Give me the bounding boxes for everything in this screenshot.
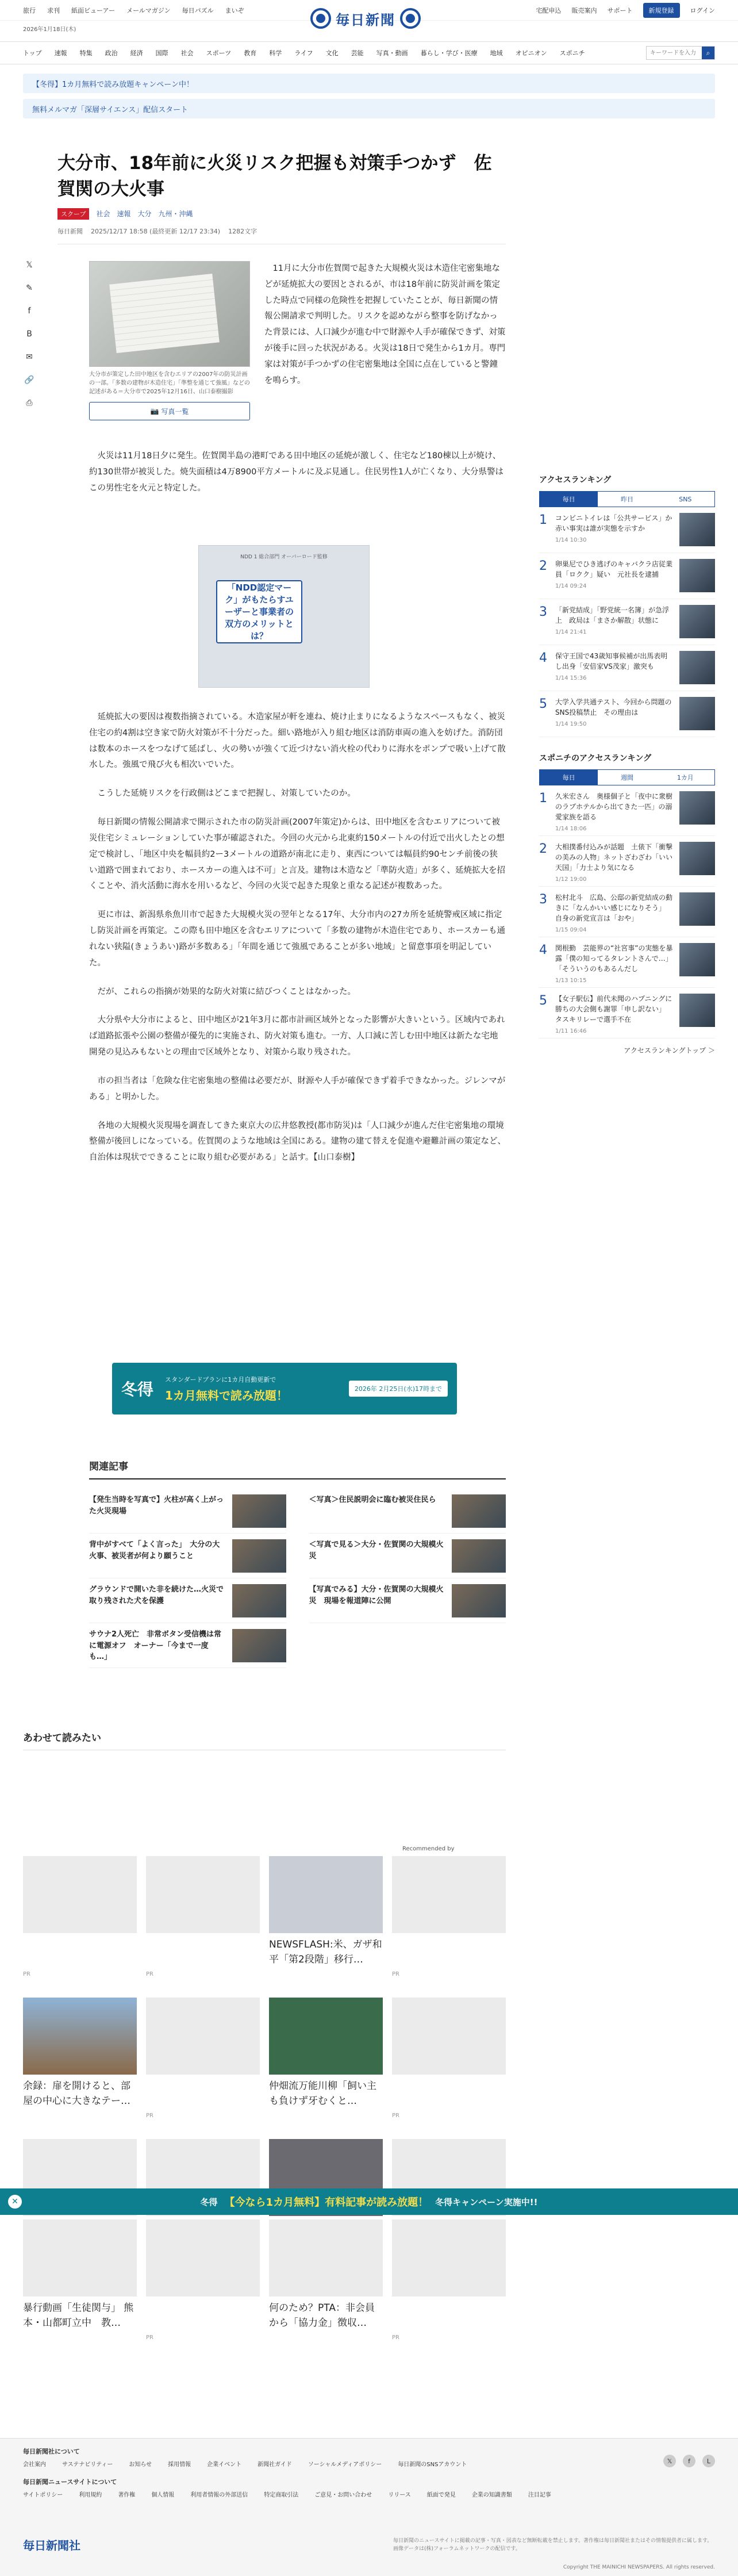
card-image bbox=[23, 1998, 137, 2075]
rank-title: 【女子駅伝】前代未聞のハプニングに勝ちの大会側も謝罪「申し訳ない」 タスキリレーで選手不在 bbox=[555, 995, 672, 1023]
rank-title: 卵巣尼でひき逃げのキャバクラ店従業員「ロクク」疑い 元社長を逮捕 bbox=[555, 560, 673, 578]
recommend-card[interactable] bbox=[23, 2220, 137, 2347]
nav-item[interactable]: 国際 bbox=[155, 49, 168, 57]
ranking-item[interactable] bbox=[539, 836, 715, 887]
recommend-card[interactable] bbox=[146, 2220, 260, 2347]
footer-link[interactable]: 企業イベント bbox=[207, 2462, 242, 2468]
ad-caption: NDD 1 総合部門 オーバーロード監修 bbox=[240, 554, 328, 560]
card-pr: PR bbox=[146, 2334, 153, 2341]
nav-item[interactable]: 経済 bbox=[130, 49, 143, 57]
paragraph: 火災は11月18日夕に発生。佐賀関半島の港町である田中地区の延焼が激しく、住宅など180棟以上が焼け、約130世帯が被災した。焼失面積は4万8900平方メートルに及ぶ見通し。住民男性1人が亡くなり、大分県警はこの男性宅を火元と特定した。 bbox=[89, 451, 504, 493]
card-image bbox=[392, 1856, 506, 1933]
facebook-icon[interactable]: f bbox=[683, 2455, 695, 2467]
search-input[interactable] bbox=[647, 47, 702, 59]
paragraph: こうした延焼リスクを行政側はどこまで把握し、対策していたのか。 bbox=[97, 789, 356, 799]
tag-link[interactable]: 九州・沖縄 bbox=[158, 210, 193, 218]
card-title: NEWSFLASH:米、ガザ和平「第2段階」移行… bbox=[269, 1939, 382, 1965]
nav-item[interactable]: 政治 bbox=[105, 49, 118, 57]
footer-link[interactable]: 毎日新聞のSNSアカウント bbox=[398, 2462, 467, 2468]
article-title: 大分市、18年前に火災リスク把握も対策手つかず 佐賀関の大火事 bbox=[57, 153, 492, 200]
ad-headline: 「NDD認定マーク」がもたらすユーザーと事業者の双方のメリットとは？ bbox=[216, 580, 302, 643]
card-title bbox=[392, 1938, 506, 1968]
camera-icon: 📷 bbox=[150, 407, 162, 415]
sticky-text: 【今なら1カ月無料】有料記事が読み放題！ bbox=[224, 2196, 429, 2209]
facebook-share-icon[interactable]: f bbox=[28, 306, 31, 316]
lead-photo bbox=[89, 261, 250, 420]
footer-link[interactable]: 利用者情報の外部送信 bbox=[190, 2492, 248, 2498]
related-item[interactable] bbox=[89, 1623, 286, 1668]
card-image bbox=[269, 2220, 383, 2297]
card-image bbox=[269, 1998, 383, 2075]
recommend-card[interactable] bbox=[392, 1998, 506, 2125]
recommend-card[interactable] bbox=[23, 1998, 137, 2125]
related-item[interactable] bbox=[89, 1489, 286, 1534]
footer-link[interactable]: 採用情報 bbox=[168, 2462, 191, 2468]
rank-date: 1/14 21:41 bbox=[555, 629, 587, 635]
related-thumb bbox=[232, 1494, 286, 1528]
paragraph: 更に市は、新潟県糸魚川市で起きた大規模火災の翌年となる17年、大分市内の27カ所を延焼警戒区域に指定し防災計画を再策定。この際も田中地区を含むエリアについて「多数の建物が木造住宅であり、ホースカーも通れない狭隘(きょうあい)路が多数ある」「年間を通じて強風であることが多い地域」と留意事項を明記していた。 bbox=[89, 910, 505, 968]
tab-monthly[interactable]: 1カ月 bbox=[676, 774, 694, 781]
footer-link[interactable]: 注目記事 bbox=[528, 2492, 551, 2498]
footer-link[interactable]: 企業の知識書類 bbox=[471, 2492, 512, 2498]
footer-link[interactable]: 個人情報 bbox=[151, 2492, 175, 2498]
footer-link[interactable]: ご意見・お問い合わせ bbox=[314, 2492, 372, 2498]
rank-date: 1/14 19:50 bbox=[555, 721, 587, 727]
card-pr: PR bbox=[392, 2113, 399, 2119]
tag-link[interactable]: 大分 bbox=[137, 210, 152, 218]
footer-logo[interactable]: 毎日新聞社 bbox=[23, 2539, 80, 2552]
recommend-card[interactable] bbox=[146, 1998, 260, 2125]
sales-link[interactable]: 販売案内 bbox=[571, 6, 597, 14]
logo-mark-icon bbox=[400, 8, 421, 29]
source-name: 毎日新聞 bbox=[57, 227, 83, 235]
recommended-label: Recommended by bbox=[402, 1846, 455, 1852]
nav-item[interactable]: 社会 bbox=[180, 49, 194, 57]
tab-weekly[interactable]: 週間 bbox=[620, 774, 633, 781]
nav-item[interactable]: 特集 bbox=[79, 49, 93, 57]
related-item-title: グラウンドで開いた非を続けた…火災で取り残された犬を保護 bbox=[89, 1585, 224, 1605]
paragraph: 延焼拡大の要因は複数指摘されている。木造家屋が軒を連ね、焼け止まりになるようなスペースもなく、被災住宅の約4割は空き家で防火対策が不十分だった。細い路地が入り組む地区は消防車両の進入を妨げた。消防団は数本のホースをつなげて延ばし、火の勢いが強くて近づけない消火栓の代わりに海水をポンプで吸い上げて散水した。強風で飛び火も相次いでいた。 bbox=[89, 712, 506, 770]
main-nav bbox=[0, 41, 738, 64]
footer-link[interactable]: 会社案内 bbox=[23, 2462, 46, 2468]
rank-number: 4 bbox=[539, 651, 547, 665]
byline bbox=[57, 227, 506, 244]
footer-links bbox=[23, 2459, 715, 2468]
rank-thumb bbox=[679, 994, 715, 1027]
close-icon[interactable]: ✕ bbox=[8, 2195, 22, 2209]
rank-number: 1 bbox=[539, 791, 547, 806]
rank-date: 1/14 10:30 bbox=[555, 537, 587, 543]
promo-sub: スタンダードプランに1カ月自動更新で bbox=[165, 1375, 276, 1383]
ranking-title: アクセスランキング bbox=[539, 476, 612, 485]
footer-link[interactable]: 利用規約 bbox=[79, 2492, 102, 2498]
rank-number: 1 bbox=[539, 513, 547, 527]
nav-item[interactable]: 地域 bbox=[490, 49, 503, 57]
nav-item[interactable]: トップ bbox=[23, 49, 42, 57]
card-title bbox=[23, 1938, 137, 1968]
rank-number: 4 bbox=[539, 943, 547, 957]
line-icon[interactable]: L bbox=[702, 2455, 715, 2467]
rank-thumb bbox=[679, 697, 715, 730]
paragraph: 各地の大規模火災現場を調査してきた東京大の広井悠教授(都市防災)は「人口減少が進んだ住宅密集地の環境整備が後回しになっている。佐賀関のような地域は全国にある。建物の建て替えを促進や避難計画の策定など、自治体は現状でできることに取り組む必要がある」と話す。【山口泰樹】 bbox=[89, 1121, 506, 1163]
ranking-item[interactable] bbox=[539, 691, 715, 737]
rank-date: 1/14 18:06 bbox=[555, 826, 587, 832]
related-articles bbox=[89, 1458, 506, 1668]
logo-mark-icon bbox=[310, 8, 331, 29]
print-icon[interactable]: ⎙ bbox=[26, 398, 33, 408]
support-link[interactable]: サポート bbox=[607, 6, 633, 14]
footer-link[interactable]: 著作権 bbox=[118, 2492, 136, 2498]
card-image bbox=[23, 2220, 137, 2297]
related-item-title: サウナ2人死亡 非常ボタン受信機は常に電源オフ オーナー「今まで一度も…」 bbox=[89, 1630, 222, 1661]
card-image bbox=[146, 1856, 260, 1933]
card-title bbox=[146, 2079, 260, 2109]
related-item-title: 【写真でみる】大分・佐賀関の大規模火災 現場を報道陣に公開 bbox=[309, 1585, 444, 1605]
rank-number: 5 bbox=[539, 994, 547, 1008]
footer-link[interactable]: 特定商取引法 bbox=[264, 2492, 299, 2498]
rank-title: 関根勤 芸能界の“社宮事”の実態を暴露「僕の知ってるタレントさんで…」「そういうのもあるんだし bbox=[555, 944, 673, 973]
footer-note: 毎日新聞のニュースサイトに掲載の記事・写真・図表など無断転載を禁止します。著作権は毎日新聞社またはその情報提供者に属します。画像データは(株)フォーラムネットワークの配信です。 bbox=[393, 2538, 713, 2552]
footer-link[interactable]: お知らせ bbox=[129, 2462, 152, 2468]
note-share-icon[interactable]: ✎ bbox=[26, 283, 33, 293]
rank-text bbox=[555, 943, 674, 982]
card-title: 仲畑流万能川柳「飼い主も負けず牙むくと… bbox=[269, 2080, 376, 2107]
footer-link[interactable]: 紙面で発見 bbox=[426, 2492, 456, 2498]
util-link[interactable]: メールマガジン bbox=[126, 6, 171, 14]
article-body-2 bbox=[89, 710, 506, 1166]
rank-thumb bbox=[679, 651, 715, 684]
document-photo[interactable] bbox=[89, 261, 250, 367]
related-item-title: ＜写真で見る＞大分・佐賀関の大規模火災 bbox=[309, 1540, 444, 1561]
card-title: 何のため？PTA：非会員から「協力金」徴収… bbox=[269, 2302, 375, 2329]
related-thumb bbox=[232, 1584, 286, 1617]
article-header bbox=[57, 151, 506, 244]
rank-number: 2 bbox=[539, 559, 547, 573]
card-pr: PR bbox=[23, 1971, 30, 1977]
rank-title: 大学入学共通テスト、今回から問題のSNS投稿禁止 その理由は bbox=[555, 698, 672, 716]
search-box bbox=[646, 46, 715, 60]
promo-copy bbox=[165, 1375, 288, 1403]
rank-date: 1/12 19:00 bbox=[555, 876, 587, 883]
rank-date: 1/15 09:04 bbox=[555, 927, 587, 933]
recommend-card[interactable] bbox=[146, 1856, 260, 1984]
footer-link[interactable]: サステナビリティー bbox=[62, 2462, 113, 2468]
footer-link[interactable]: ソーシャルメディアポリシー bbox=[308, 2462, 382, 2468]
related-title: 関連記事 bbox=[89, 1458, 506, 1479]
x-icon[interactable]: 𝕏 bbox=[663, 2455, 676, 2467]
share-bar bbox=[23, 260, 36, 408]
util-link[interactable]: まいぞ bbox=[225, 6, 244, 14]
related-item-title: ＜写真＞住民説明会に臨む被災住民ら bbox=[309, 1496, 436, 1504]
newsletter-banner[interactable]: 無料メルマガ「深層サイエンス」配信スタート bbox=[23, 99, 715, 118]
ranking-more-link[interactable]: アクセスランキングトップ ＞ bbox=[624, 1046, 715, 1055]
related-item-title: 背中がすべて「よく言った」 大分の大火事、被災者が何より願うこと bbox=[89, 1540, 220, 1561]
related-thumb bbox=[232, 1629, 286, 1662]
nav-item[interactable]: スポーツ bbox=[206, 49, 232, 57]
ranking-tabs bbox=[539, 491, 715, 507]
recommend-card[interactable] bbox=[269, 1856, 383, 1984]
rank-date: 1/13 10:15 bbox=[555, 977, 587, 984]
rank-title: 大相撲番付込みが話題 土俵下「衝撃の美みの人物」ネットざわざわ「いい天国」「力士より気になる bbox=[555, 843, 673, 872]
promo-banner[interactable] bbox=[112, 1363, 457, 1414]
card-title bbox=[146, 1938, 260, 1968]
search-icon[interactable]: ⌕ bbox=[702, 47, 714, 59]
recommend-card[interactable] bbox=[269, 2220, 383, 2347]
rank-text bbox=[555, 842, 674, 883]
read-also-title: あわせて読みたい bbox=[23, 1730, 506, 1750]
nav-item[interactable]: 写真・動画 bbox=[376, 49, 408, 57]
card-pr: PR bbox=[146, 2113, 153, 2119]
related-item-title: 【発生当時を写真で】火柱が高く上がった火災現場 bbox=[89, 1496, 224, 1516]
rank-text bbox=[555, 892, 674, 931]
recommend-card[interactable] bbox=[23, 1856, 137, 1984]
sticky-badge: 冬得 bbox=[200, 2196, 218, 2207]
footer-heading: 毎日新聞ニュースサイトについて bbox=[23, 2478, 117, 2486]
sticky-tail: 冬得キャンペーン実施中!! bbox=[435, 2196, 538, 2207]
tab-daily[interactable]: 毎日 bbox=[540, 770, 598, 785]
read-also-section bbox=[23, 1730, 506, 1750]
card-pr: PR bbox=[392, 1971, 399, 1977]
login-link[interactable]: ログイン bbox=[690, 6, 715, 14]
nav-item[interactable]: ライフ bbox=[294, 49, 313, 57]
rank-thumb bbox=[679, 559, 715, 592]
paragraph: だが、これらの指摘が効果的な防火対策に結びつくことはなかった。 bbox=[97, 987, 356, 996]
rank-date: 1/14 15:36 bbox=[555, 675, 587, 681]
char-count: 1282文字 bbox=[228, 227, 257, 235]
card-image bbox=[146, 2220, 260, 2297]
promo-main: 1カ月無料で読み放題！ bbox=[165, 1388, 288, 1402]
related-item[interactable] bbox=[309, 1534, 506, 1578]
link-copy-icon[interactable]: 🔗 bbox=[24, 375, 34, 385]
recommend-card[interactable] bbox=[392, 2220, 506, 2347]
article-tags bbox=[57, 208, 506, 220]
nav-item[interactable]: 教育 bbox=[244, 49, 257, 57]
ranking-item[interactable] bbox=[539, 599, 715, 645]
card-title: 余録：扉を開けると、部屋の中心に大きなテー… bbox=[23, 2080, 130, 2107]
account-links bbox=[536, 3, 715, 18]
related-grid bbox=[89, 1489, 506, 1668]
footer-link[interactable]: サイトポリシー bbox=[23, 2492, 63, 2498]
subscribe-link[interactable]: 宅配申込 bbox=[536, 6, 562, 14]
ranking-item[interactable] bbox=[539, 645, 715, 691]
footer-links bbox=[23, 2490, 715, 2498]
paragraph: 大分県や大分市によると、田中地区が21年3月に都市計画区域外となった影響が大きいという。区域内であれば道路拡張や公園の整備が優先的に実施され、防火対策も進む。一方、人口減に苦しむ田中地区は新たな宅地開発の見込みもないとの理由で区域外となり、対策から取り残された。 bbox=[89, 1015, 505, 1057]
rank-thumb bbox=[679, 943, 715, 976]
rank-text bbox=[555, 791, 674, 830]
tag-link[interactable]: 社会 bbox=[96, 210, 110, 218]
card-image bbox=[146, 1998, 260, 2075]
rank-thumb bbox=[679, 605, 715, 638]
related-thumb bbox=[452, 1494, 506, 1528]
sponichi-tabs bbox=[539, 769, 715, 785]
photo-list-button[interactable] bbox=[89, 402, 250, 420]
ranking-item[interactable] bbox=[539, 887, 715, 937]
related-item[interactable] bbox=[309, 1489, 506, 1534]
util-link[interactable]: 求刊 bbox=[47, 6, 60, 14]
tab-sns[interactable]: SNS bbox=[679, 495, 692, 503]
campaign-banners bbox=[23, 74, 715, 124]
card-pr: PR bbox=[146, 1971, 153, 1977]
sidebar bbox=[539, 474, 715, 1055]
nav-item[interactable]: スポニチ bbox=[559, 49, 585, 57]
paragraph: 11月に大分市佐賀関で起きた大規模火災は木造住宅密集地などが延焼拡大の要因とされるが、市は18年前に防災計画を策定した時点で同様の危険性を把握していたことが、毎日新聞の情報公開請求で判明した。リスクを認めながら整事を防げなかった背景には、人口減少が進む中で財源や人手が確保できず、対策が後手に回った状況がある。火災は18日で発生から1カ月。専門家は対策が手つかずの住宅密集地は全国に点在していると警鐘を鳴らす。 bbox=[264, 264, 506, 385]
recommend-cards-2 bbox=[23, 2220, 506, 2347]
ranking-item[interactable] bbox=[539, 507, 715, 553]
promo-badge: 冬得 bbox=[121, 1380, 154, 1399]
rank-number: 5 bbox=[539, 697, 547, 711]
x-share-icon[interactable]: 𝕏 bbox=[26, 260, 33, 270]
rank-number: 3 bbox=[539, 892, 547, 907]
footer bbox=[0, 2438, 738, 2576]
utility-links bbox=[23, 6, 244, 15]
rank-number: 2 bbox=[539, 842, 547, 856]
article-body-1 bbox=[89, 448, 506, 496]
rank-title: 「新党結成」「野党統一名簿」が急浮上 政局は「まさか解散」状態に bbox=[555, 606, 670, 624]
ranking-item[interactable] bbox=[539, 988, 715, 1038]
rank-thumb bbox=[679, 513, 715, 546]
article-lead bbox=[264, 261, 506, 389]
logo-text: 毎日新聞 bbox=[336, 12, 395, 28]
copyright: Copyright THE MAINICHI NEWSPAPERS. All rights reserved. bbox=[563, 2564, 715, 2570]
nav-item[interactable]: 科学 bbox=[269, 49, 282, 57]
tag-link[interactable]: 速報 bbox=[117, 210, 131, 218]
hatena-share-icon[interactable]: B bbox=[26, 329, 32, 339]
rank-date: 1/14 09:24 bbox=[555, 583, 587, 589]
register-button[interactable]: 新規登録 bbox=[643, 3, 680, 18]
footer-link[interactable]: リリース bbox=[388, 2492, 411, 2498]
related-item[interactable] bbox=[89, 1578, 286, 1623]
tab-yesterday[interactable]: 昨日 bbox=[620, 496, 633, 503]
rank-title: コンビニトイレは「公共サービス」か 赤い事実は誰が実態を示すか bbox=[555, 514, 679, 532]
social-icons bbox=[663, 2455, 715, 2467]
related-thumb bbox=[232, 1539, 286, 1573]
rank-text bbox=[555, 697, 674, 731]
card-title: 暴行動画「生徒関与」 熊本・山都町立中 教… bbox=[23, 2302, 134, 2329]
scoop-badge: スクープ bbox=[57, 208, 89, 220]
rank-date: 1/11 16:46 bbox=[555, 1028, 587, 1034]
rank-thumb bbox=[679, 892, 715, 926]
paragraph: 市の担当者は「危険な住宅密集地の整備は必要だが、財源や人手が確保できず着手できなかった。ジレンマがある」と明かした。 bbox=[89, 1076, 506, 1102]
campaign-banner[interactable]: 【冬得】1カ月無料で読み放題キャンペーン中！ bbox=[23, 74, 715, 93]
util-link[interactable]: 毎日パズル bbox=[182, 6, 214, 14]
rank-thumb bbox=[679, 791, 715, 825]
related-thumb bbox=[452, 1539, 506, 1573]
rank-text bbox=[555, 651, 674, 685]
rank-text bbox=[555, 605, 674, 639]
card-image bbox=[23, 1856, 137, 1933]
card-title bbox=[146, 2301, 260, 2331]
footer-heading: 毎日新聞社について bbox=[23, 2448, 80, 2455]
rank-number: 3 bbox=[539, 605, 547, 619]
sticky-campaign-bar[interactable] bbox=[0, 2188, 738, 2215]
nav-item[interactable]: 暮らし・学び・医療 bbox=[420, 49, 478, 57]
card-image bbox=[269, 1856, 383, 1933]
ranking-item[interactable] bbox=[539, 553, 715, 599]
rank-text bbox=[555, 994, 674, 1032]
card-title bbox=[392, 2079, 506, 2109]
rank-thumb bbox=[679, 842, 715, 875]
footer-link[interactable]: 新聞社ガイド bbox=[257, 2462, 292, 2468]
mail-share-icon[interactable]: ✉ bbox=[26, 352, 33, 362]
card-image bbox=[392, 2220, 506, 2297]
util-link[interactable]: 紙面ビューアー bbox=[71, 6, 116, 14]
rank-text bbox=[555, 559, 674, 593]
site-logo[interactable] bbox=[310, 8, 421, 29]
nav-item[interactable]: 速報 bbox=[54, 49, 67, 57]
photo-list-label: 写真一覧 bbox=[161, 407, 189, 416]
tab-daily[interactable]: 毎日 bbox=[540, 492, 598, 507]
recommend-card[interactable] bbox=[269, 1998, 383, 2125]
inline-ad[interactable] bbox=[198, 545, 370, 688]
card-pr: PR bbox=[392, 2334, 399, 2341]
sponichi-ranking-title: スポニチのアクセスランキング bbox=[539, 754, 652, 763]
rank-text bbox=[555, 513, 679, 547]
nav-item[interactable]: 文化 bbox=[325, 49, 339, 57]
publish-date: 2025/12/17 18:58 (最終更新 12/17 23:34) bbox=[91, 227, 221, 235]
ranking-item[interactable] bbox=[539, 785, 715, 836]
rank-title: 保守王国で43歳知事候補が出馬表明し出身「安倍家VS茂家」激突も bbox=[555, 652, 668, 670]
util-link[interactable]: 旅行 bbox=[23, 6, 36, 14]
nav-item[interactable]: 芸能 bbox=[351, 49, 364, 57]
card-image bbox=[392, 1998, 506, 2075]
rank-title: 久米宏さん 奥様個子と「夜中に衆樹のラブホテルから出てきた一匹」の溺愛家族を語る bbox=[555, 792, 673, 821]
card-title bbox=[392, 2301, 506, 2331]
related-thumb bbox=[452, 1584, 506, 1617]
related-item[interactable] bbox=[309, 1578, 506, 1623]
recommend-card[interactable] bbox=[392, 1856, 506, 1984]
current-date: 2026年1月18日(木) bbox=[23, 26, 76, 33]
promo-deadline: 2026年 2月25日(水)17時まで bbox=[349, 1381, 448, 1397]
photo-caption: 大分市が策定した田中地区を含むエリアの2007年の防災計画の一部。「多数の建物が木造住宅」「準整を通じて強風」などの記述がある＝大分市で2025年12月16日、山口泰樹撮影 bbox=[89, 371, 250, 395]
nav-item[interactable]: オピニオン bbox=[515, 49, 547, 57]
related-item[interactable] bbox=[89, 1534, 286, 1578]
paragraph: 毎日新聞の情報公開請求で開示された市の防災計画(2007年策定)からは、田中地区を含むエリアについて被災住宅シミュレーションしていた事が確認された。今回の火元から北東約150メートルの付近で出火したとの想定で検討し、「地区中央を幅員約2ー3メートルの道路が南北に走り、東西については幅員約90センチ前後の狭い道路で囲まれており、ホースカーの進入は不可」と言及。建物は木造など「準防火造」が多く、延焼拡大を招くことや、消火活動に海水を用いるなど、今回の火災で起きた現象と重なる記述が複数あった。 bbox=[89, 818, 505, 891]
ranking-item[interactable] bbox=[539, 937, 715, 988]
rank-title: 松村北斗 広島、公邸の新党結成の動きに「なんかいい感じになりそう」 自身の新党宣言は「おや」 bbox=[555, 894, 673, 922]
